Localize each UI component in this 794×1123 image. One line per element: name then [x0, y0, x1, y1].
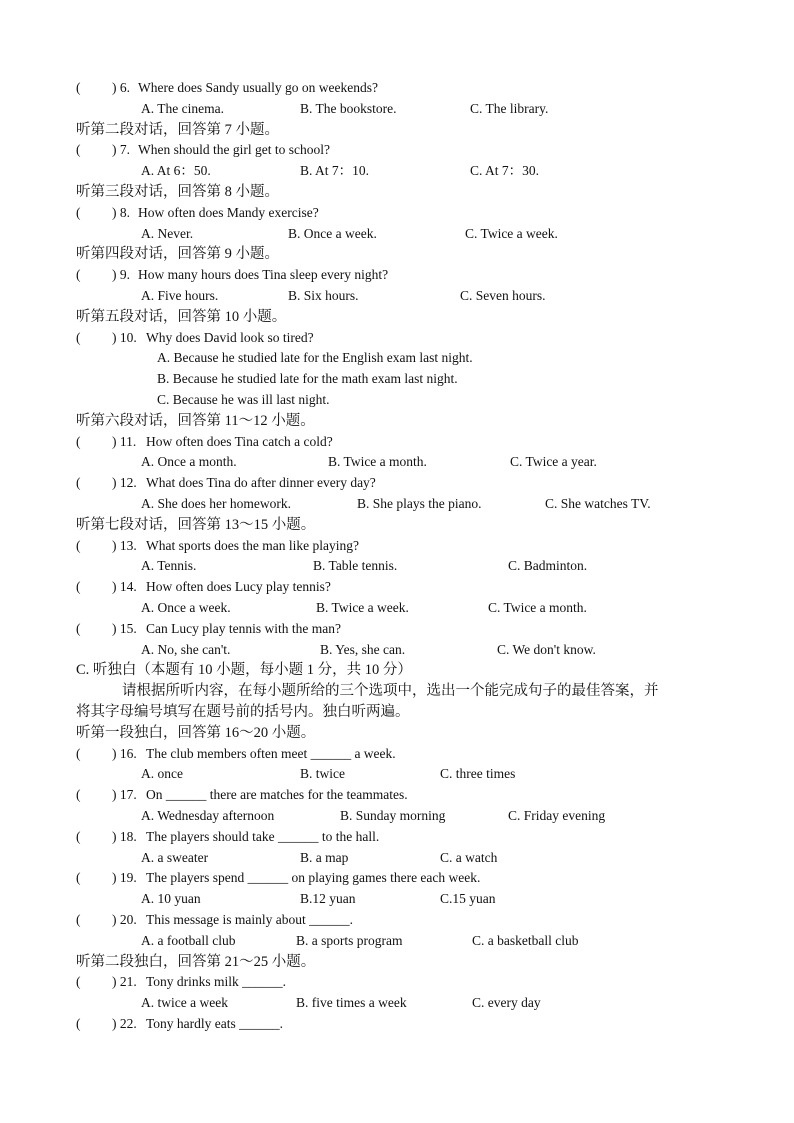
question-row	[76, 433, 333, 450]
option-c[interactable]: C. Badminton.	[508, 558, 588, 574]
question-row	[76, 620, 341, 637]
answer-bracket[interactable]: (	[76, 787, 81, 803]
answer-bracket[interactable]: (	[76, 204, 81, 220]
section-heading: 听第四段对话，回答第 9 小题。	[76, 246, 279, 263]
option-c[interactable]: C. Friday evening	[508, 808, 606, 823]
question-number: ) 8.	[112, 204, 130, 220]
option-c[interactable]: C. a basketball club	[472, 932, 579, 948]
section-heading: 听第一段独白，回答第 16～20 小题。	[76, 724, 316, 741]
answer-bracket[interactable]: (	[76, 537, 81, 553]
option-a[interactable]: A. a football club	[141, 932, 236, 948]
answer-bracket[interactable]: (	[76, 974, 81, 990]
question-number: ) 9.	[112, 267, 130, 283]
answer-bracket[interactable]: (	[76, 80, 81, 95]
option-a[interactable]: A. Wednesday afternoon	[141, 808, 275, 823]
instruction-text: 请根据所听内容，在每小题所给的三个选项中，选出一个能完成句子的最佳答案，并	[122, 683, 659, 700]
answer-bracket[interactable]: (	[76, 433, 81, 449]
question-number: ) 12.	[112, 475, 137, 491]
question-number: ) 19.	[112, 870, 137, 886]
option-c[interactable]: C.15 yuan	[440, 891, 496, 907]
question-number: ) 22.	[112, 1016, 137, 1031]
option-a[interactable]: A. Five hours.	[141, 288, 219, 303]
question-row	[76, 1016, 284, 1032]
option-b[interactable]: B. twice	[300, 766, 345, 782]
answer-bracket[interactable]: (	[76, 579, 81, 595]
option-c[interactable]: C. We don't know.	[497, 641, 596, 657]
option-a[interactable]: A. Once a week.	[141, 600, 231, 615]
answer-bracket[interactable]: (	[76, 745, 81, 761]
answer-bracket[interactable]: (	[76, 267, 81, 283]
section-heading: 听第六段对话，回答第 11～12 小题。	[76, 412, 315, 429]
option-b[interactable]: B. Table tennis.	[313, 558, 398, 574]
answer-bracket[interactable]: (	[76, 1016, 81, 1031]
question-text: Tony drinks milk ______.	[146, 974, 287, 990]
question-row	[76, 579, 331, 595]
option-full[interactable]: B. Because he studied late for the math exam last night.	[157, 371, 458, 387]
question-row	[76, 267, 389, 283]
question-row	[76, 329, 314, 346]
question-number: ) 13.	[112, 537, 137, 553]
question-text: How often does Mandy exercise?	[138, 204, 319, 220]
question-number: ) 6.	[112, 80, 130, 95]
option-c[interactable]: C. The library.	[470, 100, 549, 116]
question-row	[76, 204, 319, 221]
option-b[interactable]: B. a sports program	[296, 932, 403, 948]
option-a[interactable]: A. a sweater	[141, 849, 209, 865]
question-text: How often does Tina catch a cold?	[146, 433, 333, 449]
question-number: ) 11.	[112, 433, 137, 449]
question-text: Tony hardly eats ______.	[146, 1016, 284, 1031]
option-c[interactable]: C. every day	[472, 995, 541, 1011]
question-text: The players spend ______ on playing games there each week.	[146, 870, 481, 886]
question-row	[76, 142, 330, 158]
question-text: The club members often meet ______ a week.	[146, 745, 396, 761]
option-b[interactable]: B. At 7：10.	[300, 163, 370, 179]
section-heading: 将其字母编号填写在题号前的括号内。独白听两遍。	[76, 704, 410, 720]
section-heading: 听第二段对话，回答第 7 小题。	[76, 121, 279, 138]
option-b[interactable]: B. five times a week	[296, 995, 407, 1011]
option-a[interactable]: A. No, she can't.	[141, 641, 231, 657]
question-number: ) 14.	[112, 579, 137, 595]
answer-bracket[interactable]: (	[76, 828, 81, 844]
section-heading: 听第七段对话，回答第 13～15 小题。	[76, 516, 316, 533]
question-text: How often does Lucy play tennis?	[146, 579, 331, 595]
question-number: ) 20.	[112, 912, 137, 927]
option-c[interactable]: C. She watches TV.	[545, 496, 651, 511]
option-a[interactable]: A. Tennis.	[141, 558, 197, 574]
question-number: ) 18.	[112, 828, 137, 844]
option-b[interactable]: B. Once a week.	[288, 225, 377, 241]
question-row	[76, 80, 378, 96]
section-heading: 听第二段独白，回答第 21～25 小题。	[76, 953, 316, 970]
option-a[interactable]: A. The cinema.	[141, 100, 224, 116]
option-c[interactable]: C. Twice a year.	[510, 454, 597, 470]
option-c[interactable]: C. At 7：30.	[470, 163, 540, 179]
answer-bracket[interactable]: (	[76, 870, 81, 886]
question-row	[76, 974, 287, 990]
option-a[interactable]: A. once	[141, 766, 183, 782]
option-c[interactable]: C. Twice a week.	[465, 225, 558, 241]
option-a[interactable]: A. twice a week	[141, 995, 228, 1011]
answer-bracket[interactable]: (	[76, 142, 81, 158]
option-a[interactable]: A. At 6：50.	[141, 163, 211, 179]
question-number: ) 17.	[112, 787, 137, 803]
option-b[interactable]: B. a map	[300, 849, 349, 865]
option-b[interactable]: B. The bookstore.	[300, 100, 397, 116]
option-c[interactable]: C. three times	[440, 766, 516, 782]
question-row	[76, 870, 481, 886]
answer-bracket[interactable]: (	[76, 475, 81, 491]
answer-bracket[interactable]: (	[76, 329, 81, 345]
question-row	[76, 912, 353, 928]
question-row	[76, 787, 408, 803]
question-text: Where does Sandy usually go on weekends?	[138, 80, 378, 95]
option-c[interactable]: C. Seven hours.	[460, 288, 546, 303]
question-text: What sports does the man like playing?	[146, 537, 359, 553]
option-c[interactable]: C. a watch	[440, 849, 498, 865]
option-a[interactable]: A. 10 yuan	[141, 891, 201, 907]
option-b[interactable]: B.12 yuan	[300, 891, 356, 907]
option-b[interactable]: B. She plays the piano.	[357, 496, 482, 511]
option-full[interactable]: A. Because he studied late for the English exam last night.	[157, 350, 473, 366]
question-row	[76, 745, 396, 762]
question-row	[76, 537, 359, 554]
question-text: Can Lucy play tennis with the man?	[146, 620, 341, 636]
option-b[interactable]: B. Yes, she can.	[320, 641, 406, 657]
option-a[interactable]: A. She does her homework.	[141, 496, 291, 511]
question-text: The players should take ______ to the hall.	[146, 828, 380, 844]
section-heading: C. 听独白（本题有 10 小题，每小题 1 分，共 10 分）	[76, 662, 412, 679]
option-b[interactable]: B. Six hours.	[288, 288, 359, 303]
option-b[interactable]: B. Twice a week.	[316, 600, 409, 615]
option-full[interactable]: C. Because he was ill last night.	[157, 392, 330, 407]
section-heading: 听第五段对话，回答第 10 小题。	[76, 308, 287, 325]
answer-bracket[interactable]: (	[76, 620, 81, 636]
question-text: Why does David look so tired?	[146, 329, 314, 345]
question-number: ) 21.	[112, 974, 137, 990]
question-number: ) 10.	[112, 329, 137, 345]
question-text: This message is mainly about ______.	[146, 912, 353, 927]
option-b[interactable]: B. Twice a month.	[328, 454, 427, 470]
question-row	[76, 475, 376, 491]
question-text: What does Tina do after dinner every day?	[146, 475, 376, 491]
option-a[interactable]: A. Once a month.	[141, 454, 237, 470]
option-a[interactable]: A. Never.	[141, 225, 194, 241]
option-b[interactable]: B. Sunday morning	[340, 808, 446, 823]
question-text: When should the girl get to school?	[138, 142, 330, 158]
answer-bracket[interactable]: (	[76, 912, 81, 927]
question-number: ) 15.	[112, 620, 137, 636]
option-c[interactable]: C. Twice a month.	[488, 600, 587, 615]
question-number: ) 7.	[112, 142, 130, 158]
question-text: How many hours does Tina sleep every night?	[138, 267, 389, 283]
question-text: On ______ there are matches for the teammates.	[146, 787, 408, 803]
question-row	[76, 828, 380, 845]
section-heading: 听第三段对话，回答第 8 小题。	[76, 184, 279, 200]
question-number: ) 16.	[112, 745, 137, 761]
